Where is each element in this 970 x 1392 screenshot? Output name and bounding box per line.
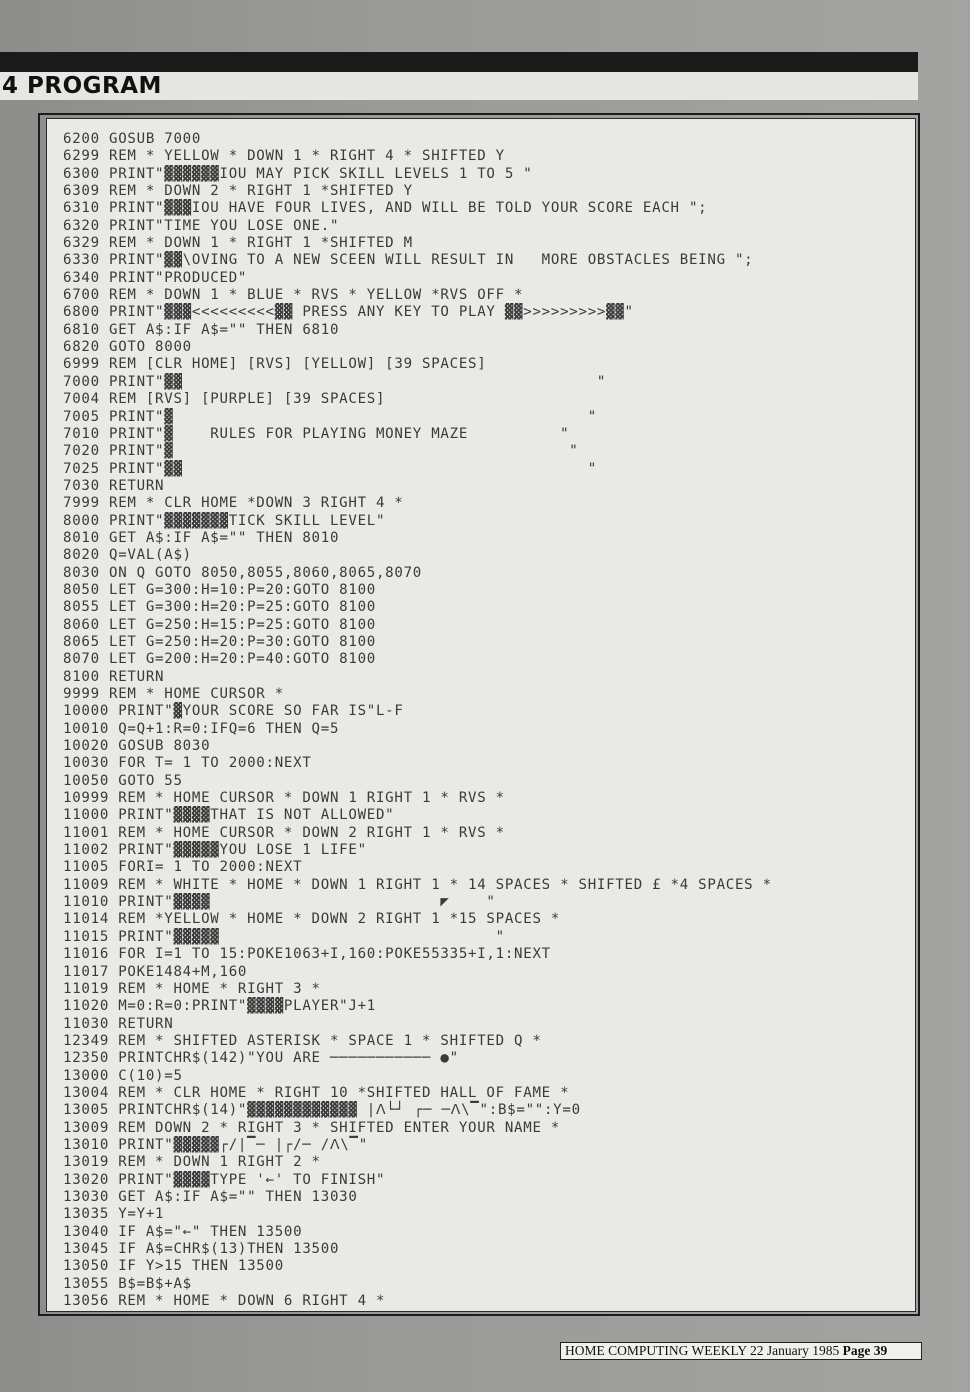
code-line: 11014 REM *YELLOW * HOME * DOWN 2 RIGHT 1 *15 SPACES *	[63, 911, 561, 928]
code-line: 11009 REM * WHITE * HOME * DOWN 1 RIGHT 1 * 14 SPACES * SHIFTED £ *4 SPACES *	[63, 876, 772, 893]
code-line: 13050 IF Y>15 THEN 13500	[63, 1258, 284, 1275]
code-line: 7005 PRINT"▓ "	[63, 408, 597, 425]
program-listing	[63, 131, 908, 1310]
code-line: 6700 REM * DOWN 1 * BLUE * RVS * YELLOW *RVS OFF *	[63, 287, 524, 304]
code-line: 13056 REM * HOME * DOWN 6 RIGHT 4 *	[63, 1293, 386, 1310]
header-bar	[0, 52, 918, 72]
code-line: 8070 LET G=200:H=20:P=40:GOTO 8100	[63, 651, 376, 668]
code-line: 7999 REM * CLR HOME *DOWN 3 RIGHT 4 *	[63, 495, 404, 512]
code-line: 11010 PRINT"▓▓▓▓ ◤ "	[63, 894, 496, 911]
code-line: 13030 GET A$:IF A$="" THEN 13030	[63, 1188, 358, 1205]
code-line: 6820 GOTO 8000	[63, 339, 192, 356]
code-line: 8030 ON Q GOTO 8050,8055,8060,8065,8070	[63, 564, 423, 581]
code-line: 6200 GOSUB 7000	[63, 131, 202, 147]
code-line: 6999 REM [CLR HOME] [RVS] [YELLOW] [39 SPACES]	[63, 356, 487, 373]
code-line: 7030 RETURN	[63, 477, 165, 494]
code-line: 11001 REM * HOME CURSOR * DOWN 2 RIGHT 1 * RVS *	[63, 824, 505, 841]
code-line: 13009 REM DOWN 2 * RIGHT 3 * SHIFTED ENTER YOUR NAME *	[63, 1119, 561, 1136]
code-line: 11016 FOR I=1 TO 15:POKE1063+I,160:POKE55335+I,1:NEXT	[63, 946, 551, 963]
code-line: 8010 GET A$:IF A$="" THEN 8010	[63, 529, 340, 546]
page-footer	[560, 1342, 922, 1360]
code-line: 6310 PRINT"▓▓▓IOU HAVE FOUR LIVES, AND WILL BE TOLD YOUR SCORE EACH ";	[63, 200, 708, 217]
code-line: 13000 C(10)=5	[63, 1067, 183, 1084]
page-number: Page 39	[842, 1343, 888, 1358]
code-line: 11020 M=0:R=0:PRINT"▓▓▓▓PLAYER"J+1	[63, 998, 376, 1015]
code-line: 8065 LET G=250:H=20:P=30:GOTO 8100	[63, 633, 376, 650]
code-line: 8000 PRINT"▓▓▓▓▓▓▓TICK SKILL LEVEL"	[63, 512, 386, 529]
code-line: 7000 PRINT"▓▓ "	[63, 373, 607, 390]
code-line: 11015 PRINT"▓▓▓▓▓ "	[63, 928, 505, 945]
code-line: 10999 REM * HOME CURSOR * DOWN 1 RIGHT 1 * RVS *	[63, 790, 505, 807]
section-title: 4 PROGRAM	[2, 73, 162, 99]
code-line: 11030 RETURN	[63, 1015, 174, 1032]
code-line: 10030 FOR T= 1 TO 2000:NEXT	[63, 755, 312, 772]
code-line: 11019 REM * HOME * RIGHT 3 *	[63, 980, 321, 997]
code-line: 13040 IF A$="←" THEN 13500	[63, 1223, 303, 1240]
code-line: 8055 LET G=300:H=20:P=25:GOTO 8100	[63, 599, 376, 616]
code-line: 10010 Q=Q+1:R=0:IFQ=6 THEN Q=5	[63, 720, 340, 737]
code-line: 13045 IF A$=CHR$(13)THEN 13500	[63, 1241, 340, 1257]
code-line: 9999 REM * HOME CURSOR *	[63, 686, 284, 702]
code-line: 13019 REM * DOWN 1 RIGHT 2 *	[63, 1154, 321, 1171]
code-line: 10020 GOSUB 8030	[63, 738, 211, 755]
code-line: 11005 FORI= 1 TO 2000:NEXT	[63, 859, 303, 876]
code-line: 6330 PRINT"▓▓\OVING TO A NEW SCEEN WILL RESULT IN MORE OBSTACLES BEING ";	[63, 252, 754, 269]
code-line: 10000 PRINT"▓YOUR SCORE SO FAR IS"L-F	[63, 703, 404, 720]
code-line: 7020 PRINT"▓ "	[63, 443, 579, 460]
code-line: 13035 Y=Y+1	[63, 1206, 165, 1223]
code-line: 7025 PRINT"▓▓ "	[63, 460, 597, 477]
code-line: 13005 PRINTCHR$(14)"▓▓▓▓▓▓▓▓▓▓▓▓ |ᐱ└┘ ┌─ ─ᐱ\▔":B$="":Y=0	[63, 1102, 581, 1119]
code-line: 8050 LET G=300:H=10:P=20:GOTO 8100	[63, 581, 376, 598]
code-line: 6309 REM * DOWN 2 * RIGHT 1 *SHIFTED Y	[63, 183, 413, 200]
code-line: 6340 PRINT"PRODUCED"	[63, 269, 248, 286]
code-line: 13055 B$=B$+A$	[63, 1275, 192, 1292]
code-line: 8060 LET G=250:H=15:P=25:GOTO 8100	[63, 616, 376, 633]
code-line: 6800 PRINT"▓▓▓<<<<<<<<<▓▓ PRESS ANY KEY TO PLAY ▓▓>>>>>>>>>▓▓"	[63, 304, 634, 321]
code-line: 12349 REM * SHIFTED ASTERISK * SPACE 1 * SHIFTED Q *	[63, 1032, 542, 1049]
code-line: 8020 Q=VAL(A$)	[63, 547, 192, 564]
code-line: 11002 PRINT"▓▓▓▓▓YOU LOSE 1 LIFE"	[63, 842, 367, 859]
code-line: 10050 GOTO 55	[63, 772, 183, 789]
code-line: 12350 PRINTCHR$(142)"YOU ARE ─────────── ●"	[63, 1050, 459, 1067]
code-line: 11000 PRINT"▓▓▓▓THAT IS NOT ALLOWED"	[63, 807, 395, 824]
footer-publication: HOME COMPUTING WEEKLY 22 January 1985	[565, 1343, 840, 1358]
code-line: 11017 POKE1484+M,160	[63, 963, 248, 980]
code-line: 13010 PRINT"▓▓▓▓▓┌/|▔─ |┌/─ /ᐱ\▔"	[63, 1136, 368, 1153]
code-line: 6300 PRINT"▓▓▓▓▓▓IOU MAY PICK SKILL LEVELS 1 TO 5 "	[63, 165, 533, 182]
code-line: 6810 GET A$:IF A$="" THEN 6810	[63, 321, 340, 338]
code-line: 6329 REM * DOWN 1 * RIGHT 1 *SHIFTED M	[63, 235, 413, 252]
code-line: 6299 REM * YELLOW * DOWN 1 * RIGHT 4 * SHIFTED Y	[63, 148, 505, 165]
code-line: 7010 PRINT"▓ RULES FOR PLAYING MONEY MAZE "	[63, 425, 570, 442]
code-line: 8100 RETURN	[63, 668, 165, 685]
code-line: 13004 REM * CLR HOME * RIGHT 10 *SHIFTED HALL OF FAME *	[63, 1084, 570, 1101]
code-line: 6320 PRINT"TIME YOU LOSE ONE."	[63, 217, 340, 234]
code-line: 13020 PRINT"▓▓▓▓TYPE '←' TO FINISH"	[63, 1171, 386, 1188]
code-line: 7004 REM [RVS] [PURPLE] [39 SPACES]	[63, 391, 386, 408]
